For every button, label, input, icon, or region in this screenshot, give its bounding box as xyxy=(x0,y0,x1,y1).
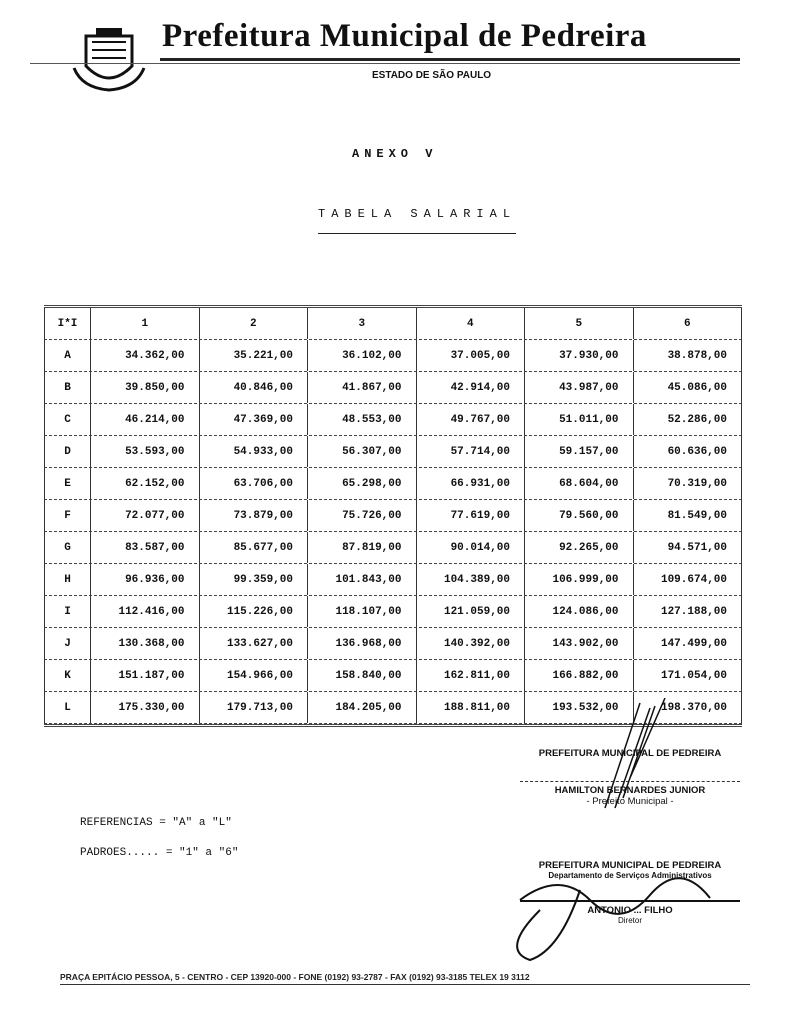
salary-cell: 188.811,00 xyxy=(417,692,526,723)
salary-cell: 81.549,00 xyxy=(634,500,743,531)
salary-cell: 38.878,00 xyxy=(634,340,743,371)
salary-cell: 96.936,00 xyxy=(91,564,200,595)
salary-cell: 41.867,00 xyxy=(308,372,417,403)
salary-cell: 37.930,00 xyxy=(525,340,634,371)
header-corner: I*I xyxy=(45,308,91,339)
row-reference: G xyxy=(45,532,91,563)
table-row xyxy=(44,628,742,660)
references-line: REFERENCIAS = "A" a "L" xyxy=(80,817,232,829)
letterhead-footer: PRAÇA EPITÁCIO PESSOA, 5 - CENTRO - CEP 13920-000 - FONE (0192) 93-2787 - FAX (0192) 93-3185 TELEX 19 3112 xyxy=(60,972,530,982)
handwritten-signature xyxy=(500,870,740,970)
signature-dept: Departamento de Serviços Administrativos xyxy=(548,871,712,880)
signature-block-director xyxy=(520,860,740,925)
salary-cell: 72.077,00 xyxy=(91,500,200,531)
signature-role: Diretor xyxy=(617,916,642,925)
salary-table xyxy=(44,305,742,727)
row-reference: A xyxy=(45,340,91,371)
salary-cell: 68.604,00 xyxy=(525,468,634,499)
table-row xyxy=(44,404,742,436)
salary-cell: 63.706,00 xyxy=(200,468,309,499)
table-header-row xyxy=(44,308,742,340)
salary-cell: 175.330,00 xyxy=(91,692,200,723)
row-reference: E xyxy=(45,468,91,499)
salary-cell: 154.966,00 xyxy=(200,660,309,691)
salary-cell: 39.850,00 xyxy=(91,372,200,403)
signature-block-mayor xyxy=(520,748,740,807)
salary-cell: 92.265,00 xyxy=(525,532,634,563)
column-header: 1 xyxy=(91,308,200,339)
salary-cell: 73.879,00 xyxy=(200,500,309,531)
salary-cell: 57.714,00 xyxy=(417,436,526,467)
salary-cell: 62.152,00 xyxy=(91,468,200,499)
salary-cell: 43.987,00 xyxy=(525,372,634,403)
salary-cell: 101.843,00 xyxy=(308,564,417,595)
salary-cell: 124.086,00 xyxy=(525,596,634,627)
salary-cell: 121.059,00 xyxy=(417,596,526,627)
salary-cell: 75.726,00 xyxy=(308,500,417,531)
salary-cell: 184.205,00 xyxy=(308,692,417,723)
table-row xyxy=(44,468,742,500)
salary-cell: 158.840,00 xyxy=(308,660,417,691)
salary-cell: 65.298,00 xyxy=(308,468,417,499)
salary-cell: 59.157,00 xyxy=(525,436,634,467)
column-header: 6 xyxy=(634,308,743,339)
salary-cell: 147.499,00 xyxy=(634,628,743,659)
table-row xyxy=(44,596,742,628)
row-reference: I xyxy=(45,596,91,627)
salary-cell: 130.368,00 xyxy=(91,628,200,659)
salary-cell: 77.619,00 xyxy=(417,500,526,531)
row-reference: F xyxy=(45,500,91,531)
salary-cell: 166.882,00 xyxy=(525,660,634,691)
salary-cell: 133.627,00 xyxy=(200,628,309,659)
salary-cell: 66.931,00 xyxy=(417,468,526,499)
salary-cell: 70.319,00 xyxy=(634,468,743,499)
row-reference: D xyxy=(45,436,91,467)
row-reference: J xyxy=(45,628,91,659)
row-reference: C xyxy=(45,404,91,435)
column-header: 5 xyxy=(525,308,634,339)
salary-cell: 79.560,00 xyxy=(525,500,634,531)
signature-org: PREFEITURA MUNICIPAL DE PEDREIRA xyxy=(538,748,722,759)
handwritten-signature xyxy=(595,698,675,818)
patterns-line: PADROES..... = "1" a "6" xyxy=(80,847,239,859)
salary-cell: 56.307,00 xyxy=(308,436,417,467)
salary-cell: 42.914,00 xyxy=(417,372,526,403)
footer-rule xyxy=(60,984,750,985)
table-row xyxy=(44,436,742,468)
column-header: 2 xyxy=(200,308,309,339)
salary-cell: 94.571,00 xyxy=(634,532,743,563)
row-reference: L xyxy=(45,692,91,723)
salary-cell: 54.933,00 xyxy=(200,436,309,467)
salary-cell: 83.587,00 xyxy=(91,532,200,563)
signature-role: - Prefeito Municipal - xyxy=(586,796,674,807)
salary-cell: 109.674,00 xyxy=(634,564,743,595)
salary-cell: 115.226,00 xyxy=(200,596,309,627)
row-reference: H xyxy=(45,564,91,595)
signature-name: ANTONIO ... FILHO xyxy=(587,905,673,916)
salary-cell: 47.369,00 xyxy=(200,404,309,435)
salary-cell: 87.819,00 xyxy=(308,532,417,563)
signature-name: HAMILTON BERNARDES JUNIOR xyxy=(554,785,706,796)
salary-cell: 85.677,00 xyxy=(200,532,309,563)
salary-cell: 53.593,00 xyxy=(91,436,200,467)
salary-cell: 151.187,00 xyxy=(91,660,200,691)
table-title: TABELA SALARIAL xyxy=(318,207,516,234)
salary-cell: 40.846,00 xyxy=(200,372,309,403)
salary-cell: 171.054,00 xyxy=(634,660,743,691)
signature-org: PREFEITURA MUNICIPAL DE PEDREIRA xyxy=(538,860,722,871)
annex-heading: ANEXO V xyxy=(352,147,438,161)
salary-cell: 198.370,00 xyxy=(634,692,743,723)
salary-cell: 140.392,00 xyxy=(417,628,526,659)
salary-cell: 49.767,00 xyxy=(417,404,526,435)
column-header: 4 xyxy=(417,308,526,339)
salary-cell: 48.553,00 xyxy=(308,404,417,435)
salary-cell: 46.214,00 xyxy=(91,404,200,435)
salary-cell: 37.005,00 xyxy=(417,340,526,371)
salary-cell: 106.999,00 xyxy=(525,564,634,595)
table-row xyxy=(44,372,742,404)
row-reference: K xyxy=(45,660,91,691)
salary-cell: 51.011,00 xyxy=(525,404,634,435)
salary-cell: 99.359,00 xyxy=(200,564,309,595)
table-row xyxy=(44,340,742,372)
table-row xyxy=(44,564,742,596)
table-row xyxy=(44,660,742,692)
salary-cell: 52.286,00 xyxy=(634,404,743,435)
salary-cell: 179.713,00 xyxy=(200,692,309,723)
letterhead-title: Prefeitura Municipal de Pedreira xyxy=(162,18,647,54)
salary-cell: 118.107,00 xyxy=(308,596,417,627)
table-row xyxy=(44,500,742,532)
salary-cell: 127.188,00 xyxy=(634,596,743,627)
coat-of-arms-logo xyxy=(72,28,146,92)
salary-cell: 193.532,00 xyxy=(525,692,634,723)
salary-cell: 90.014,00 xyxy=(417,532,526,563)
salary-cell: 104.389,00 xyxy=(417,564,526,595)
title-rule xyxy=(30,63,740,64)
state-subtitle: ESTADO DE SÃO PAULO xyxy=(372,70,492,81)
row-reference: B xyxy=(45,372,91,403)
table-row xyxy=(44,532,742,564)
salary-cell: 36.102,00 xyxy=(308,340,417,371)
salary-cell: 136.968,00 xyxy=(308,628,417,659)
salary-cell: 34.362,00 xyxy=(91,340,200,371)
column-header: 3 xyxy=(308,308,417,339)
salary-cell: 112.416,00 xyxy=(91,596,200,627)
references-note xyxy=(80,808,238,868)
salary-cell: 162.811,00 xyxy=(417,660,526,691)
salary-cell: 35.221,00 xyxy=(200,340,309,371)
salary-cell: 60.636,00 xyxy=(634,436,743,467)
salary-cell: 143.902,00 xyxy=(525,628,634,659)
title-rule xyxy=(160,58,740,61)
salary-cell: 45.086,00 xyxy=(634,372,743,403)
